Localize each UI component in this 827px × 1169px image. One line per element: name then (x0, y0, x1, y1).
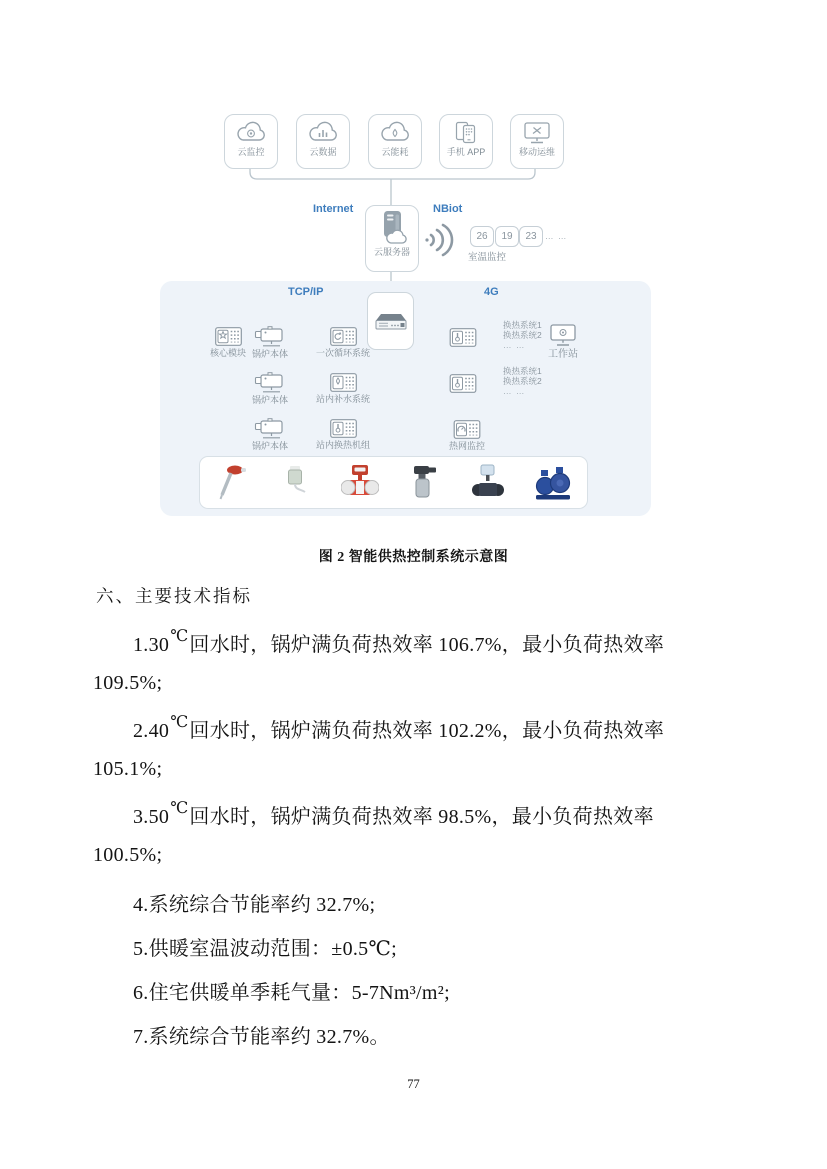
mobile-ops-label: 移动运维 (518, 147, 555, 157)
flowmeter-photo (341, 462, 379, 504)
spec-line-2 (133, 714, 664, 743)
makeup-water-node (316, 373, 370, 404)
section-heading: 六、主要技术指标 (96, 586, 252, 606)
hx-controller-icon (449, 328, 477, 347)
room-temp-value: 23 (525, 231, 537, 242)
cloud-server-icon (373, 210, 411, 246)
pump-photo (533, 462, 573, 504)
cloud-energy-label: 云能耗 (381, 147, 409, 157)
spec-1-text: 回水时，锅炉满负荷热效率 106.7%，最小负荷热效率 (189, 634, 665, 656)
room-temp-label: 室温监控 (468, 252, 507, 263)
core-module-node (210, 327, 246, 358)
spec-line-7: 7.系统综合节能率约 32.7%。 (133, 1026, 390, 1048)
hx-system-list (503, 366, 542, 396)
equipment-strip (199, 456, 588, 509)
cloud-monitor-label: 云监控 (237, 147, 265, 157)
router-icon (373, 311, 409, 331)
hx-controller-node (449, 374, 477, 393)
tcpip-label: TCP/IP (288, 286, 324, 298)
cloud-data-box (296, 114, 350, 169)
spec-3-degree: ℃ (170, 800, 189, 817)
primary-loop-node (316, 327, 370, 358)
page-number: 77 (407, 1077, 420, 1091)
heat-network-label: 热网监控 (449, 441, 486, 451)
spec-2-degree: ℃ (170, 714, 189, 731)
room-temp-value: 26 (476, 231, 488, 242)
boiler-node (252, 418, 288, 451)
room-temp-badge (495, 226, 519, 247)
room-temp-badge (470, 226, 494, 247)
spec-line-5: 5.供暖室温波动范围：±0.5℃; (133, 938, 398, 960)
spec-2-text: 回水时，锅炉满负荷热效率 102.2%，最小负荷热效率 (189, 720, 665, 742)
room-temp-ellipsis: … … (545, 231, 568, 241)
primary-loop-label: 一次循环系统 (316, 348, 371, 358)
cloud-data-label: 云数据 (309, 147, 337, 157)
nbiot-signal-icon (424, 219, 458, 257)
boiler-icon (254, 372, 286, 393)
cloud-monitor-icon (234, 120, 268, 146)
hx-controller-node (449, 328, 477, 347)
workstation-node (548, 324, 578, 360)
spec-line-6: 6.住宅供暖单季耗气量：5-7Nm³/m²; (133, 982, 450, 1004)
boiler-label: 锅炉本体 (252, 349, 289, 359)
boiler-icon (254, 326, 286, 347)
pressure-sensor-photo (277, 462, 313, 504)
temperature-sensor-photo (214, 462, 250, 504)
hx-system-2-label: 换热系统2 (503, 376, 542, 386)
4g-label: 4G (484, 286, 499, 298)
heat-network-icon (453, 420, 481, 439)
hx-system-more: … … (503, 340, 526, 350)
room-temp-value: 19 (501, 231, 513, 242)
boiler-node (252, 326, 288, 359)
boiler-label: 锅炉本体 (252, 395, 289, 405)
hx-system-2-label: 换热系统2 (503, 330, 542, 340)
boiler-node (252, 372, 288, 405)
spec-line-4: 4.系统综合节能率约 32.7%; (133, 894, 376, 916)
hx-system-1-label: 换热系统1 (503, 366, 542, 376)
phone-app-icon (454, 120, 478, 146)
mobile-ops-box (510, 114, 564, 169)
primary-loop-icon (330, 327, 357, 346)
heat-network-node (449, 420, 485, 451)
spec-line-1-cont: 109.5%; (93, 672, 163, 694)
hx-system-list (503, 320, 542, 350)
workstation-label: 工作站 (548, 349, 578, 360)
hx-unit-icon (330, 419, 357, 438)
phone-app-label: 手机 APP (446, 147, 486, 157)
spec-1-degree: ℃ (170, 628, 189, 645)
core-module-icon (215, 327, 242, 346)
cloud-data-icon (306, 120, 340, 146)
makeup-water-label: 站内补水系统 (316, 394, 371, 404)
cloud-energy-box (368, 114, 422, 169)
core-module-label: 核心模块 (210, 348, 247, 358)
spec-line-3 (133, 800, 654, 829)
spec-3-number: 3.50 (133, 806, 170, 828)
hx-unit-node (316, 419, 370, 450)
internet-label: Internet (313, 203, 354, 215)
hx-system-more: … … (503, 386, 526, 396)
spec-line-2-cont: 105.1%; (93, 758, 163, 780)
hx-system-1-label: 换热系统1 (503, 320, 542, 330)
spec-line-1 (133, 628, 664, 657)
mobile-ops-icon (523, 120, 551, 146)
spec-1-number: 1.30 (133, 634, 170, 656)
cloud-energy-icon (378, 120, 412, 146)
spec-line-3-cont: 100.5%; (93, 844, 163, 866)
spec-3-text: 回水时，锅炉满负荷热效率 98.5%，最小负荷热效率 (189, 806, 654, 828)
control-valve-photo (470, 462, 506, 504)
room-temp-badge (519, 226, 543, 247)
figure-caption: 图 2 智能供热控制系统示意图 (318, 550, 509, 565)
hx-unit-label: 站内换热机组 (316, 440, 371, 450)
cloud-server-label: 云服务器 (373, 247, 410, 257)
cloud-monitor-box (224, 114, 278, 169)
makeup-water-icon (330, 373, 357, 392)
gateway-box (367, 292, 414, 350)
hx-controller-icon (449, 374, 477, 393)
phone-app-box (439, 114, 493, 169)
boiler-icon (254, 418, 286, 439)
pressure-transmitter-photo (406, 462, 442, 504)
spec-2-number: 2.40 (133, 720, 170, 742)
workstation-icon (550, 324, 576, 347)
boiler-label: 锅炉本体 (252, 441, 289, 451)
nbiot-label: NBiot (433, 203, 463, 215)
cloud-server-box (365, 205, 419, 272)
